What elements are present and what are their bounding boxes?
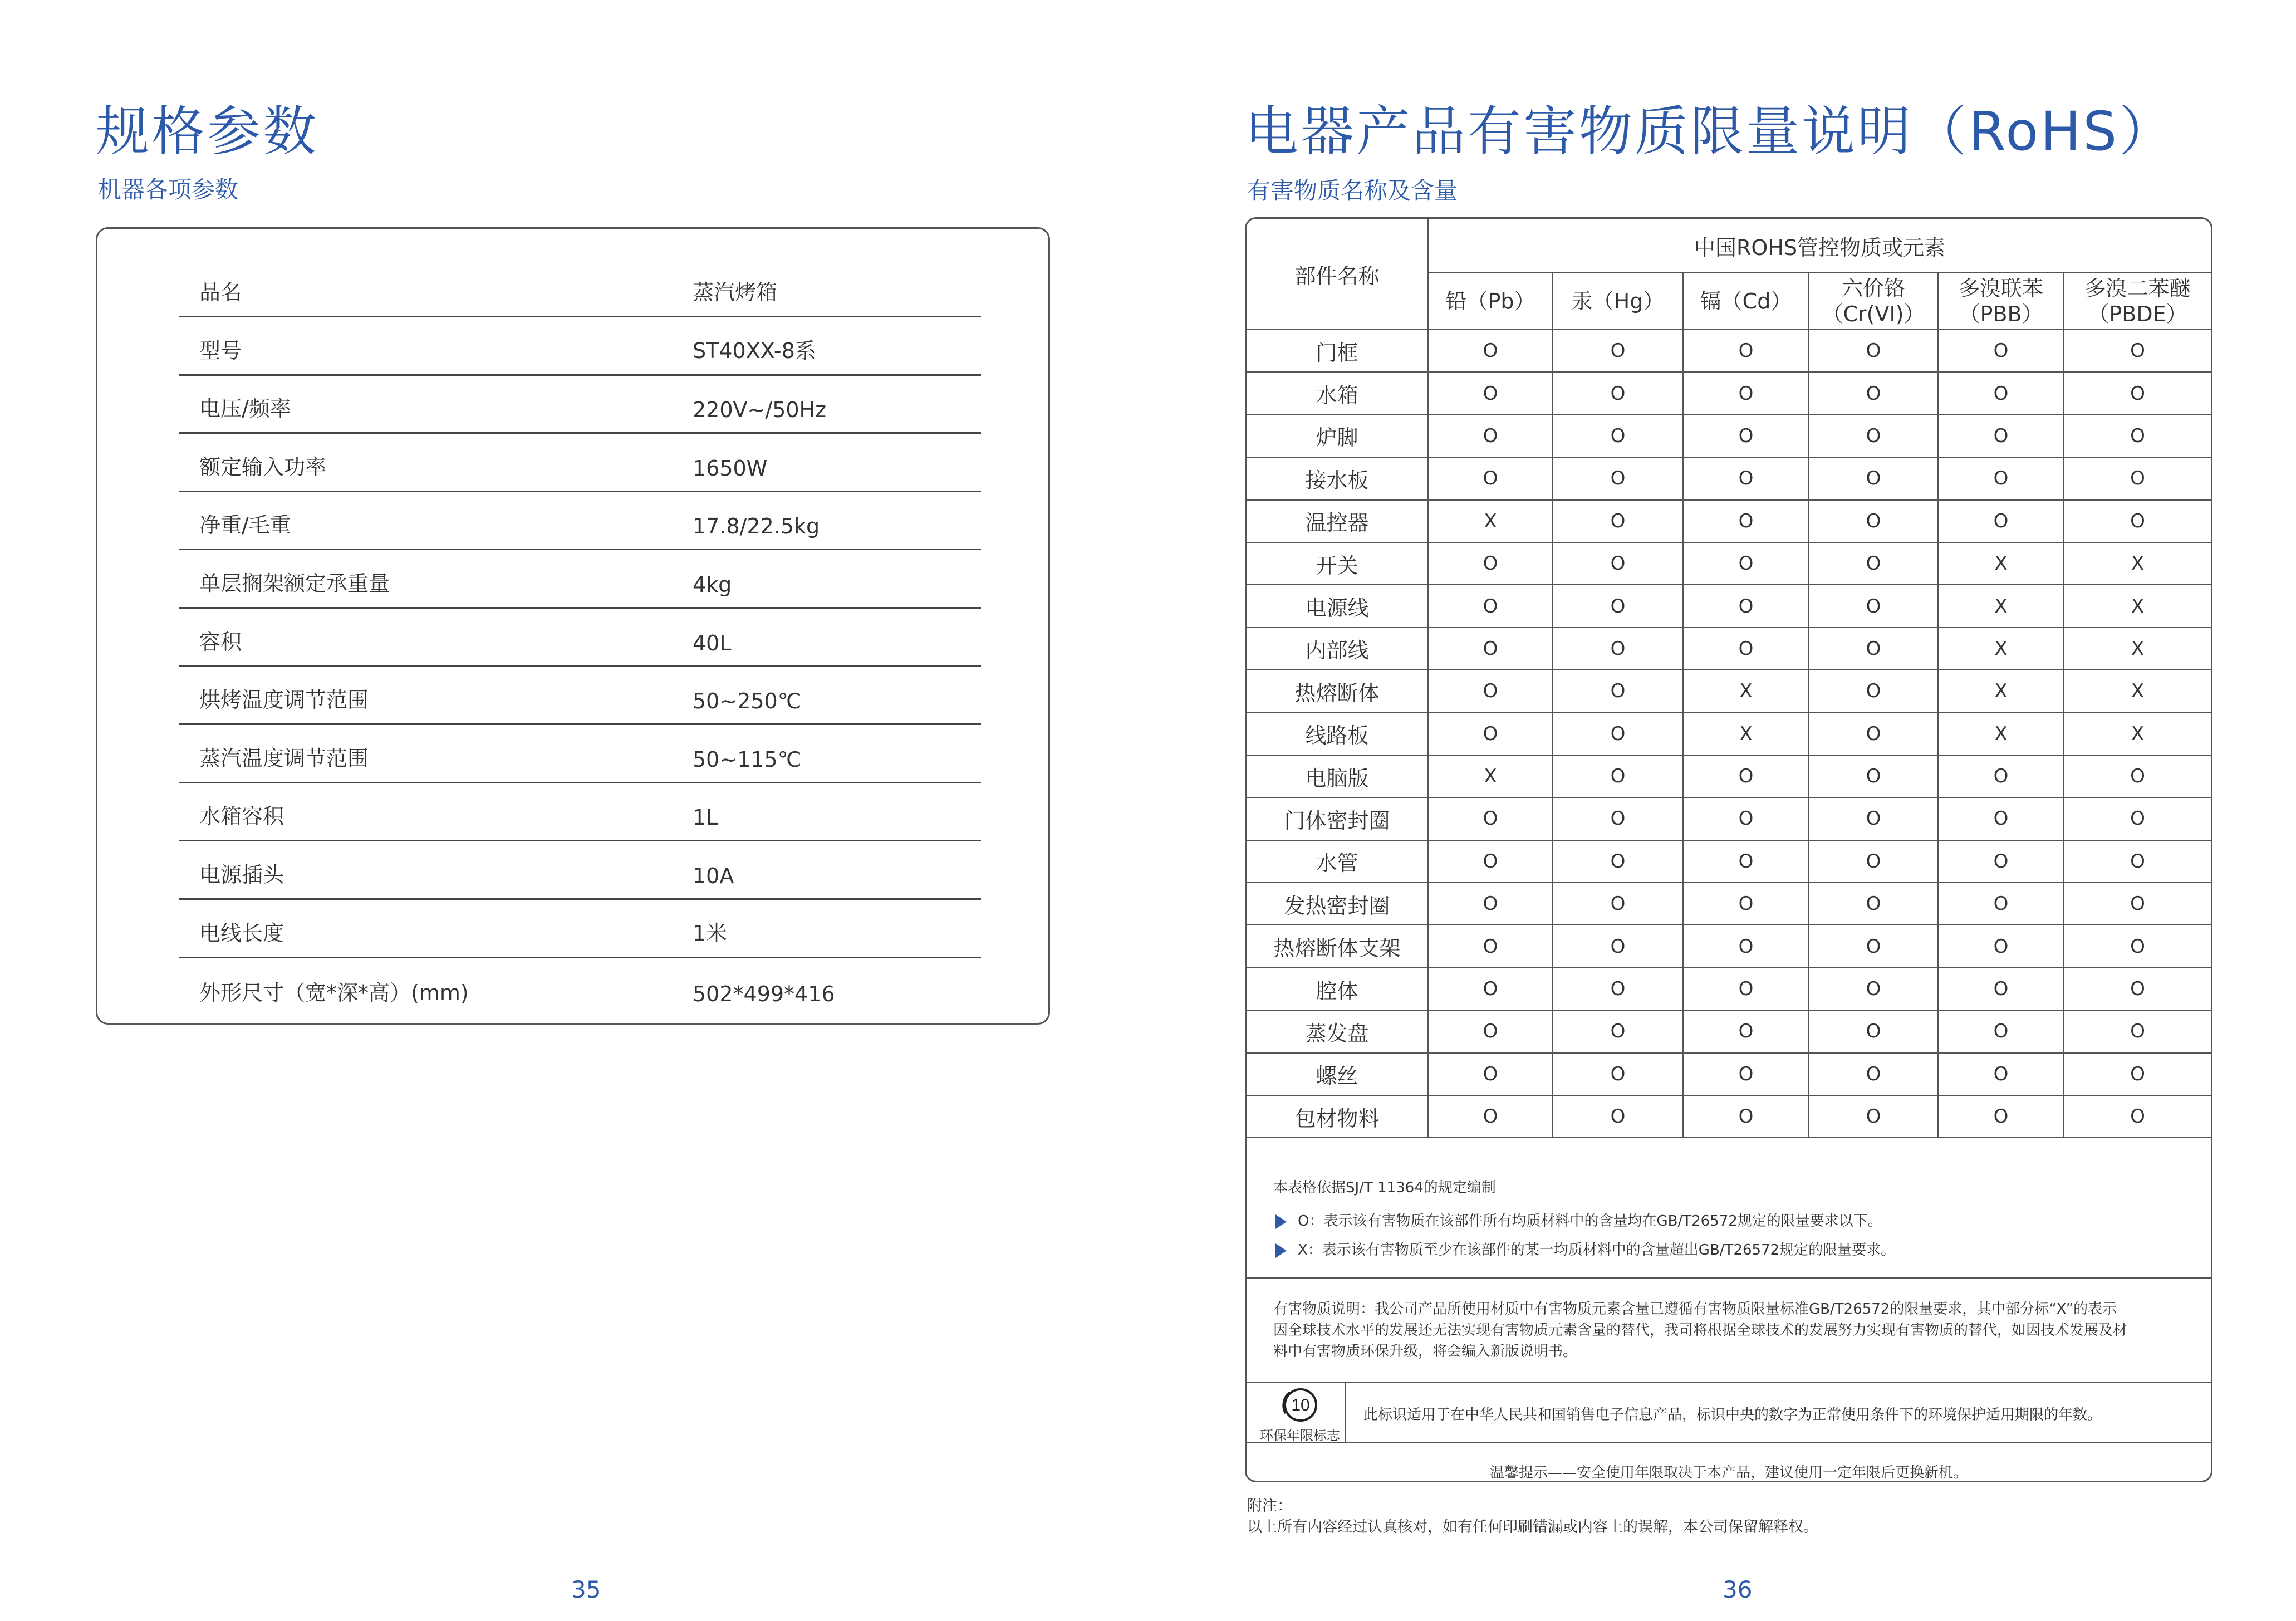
spec-row [179, 900, 981, 958]
substance-cell: O [1683, 1053, 1809, 1095]
substance-cell: O [2064, 840, 2211, 883]
substance-cell: O [1809, 330, 1938, 372]
spec-key: 型号 [199, 338, 242, 363]
column-header: 汞（Hg） [1553, 273, 1683, 330]
substance-cell: O [1683, 330, 1809, 372]
substance-cell: O [1553, 330, 1683, 372]
substance-cell: O [2064, 1053, 2211, 1095]
substance-cell: O [1428, 585, 1553, 627]
spec-value: 50~250℃ [693, 689, 802, 714]
substance-cell: O [1428, 670, 1553, 712]
table-row [1247, 457, 2211, 499]
spec-key: 单层搁架额定承重量 [199, 571, 390, 596]
substance-cell: O [1938, 1095, 2064, 1138]
page-number-right: 36 [1723, 1576, 1753, 1603]
table-row [1247, 755, 2211, 797]
table-row [1247, 1010, 2211, 1052]
substance-cell: X [1938, 670, 2064, 712]
substance-cell: X [2064, 585, 2211, 627]
substance-cell: O [2064, 755, 2211, 797]
part-name-cell: 包材物料 [1247, 1095, 1428, 1138]
substance-cell: O [1683, 372, 1809, 414]
substance-cell: O [2064, 1010, 2211, 1052]
svg-text:10: 10 [1291, 1396, 1310, 1414]
substance-cell: O [1683, 840, 1809, 883]
substance-cell: O [1428, 968, 1553, 1010]
table-row [1247, 542, 2211, 585]
spec-row [179, 609, 981, 667]
substance-cell: O [1809, 372, 1938, 414]
substance-cell: O [1938, 925, 2064, 967]
table-row [1247, 670, 2211, 712]
part-name-cell: 线路板 [1247, 713, 1428, 755]
substance-cell: X [1938, 585, 2064, 627]
spec-row [179, 259, 981, 317]
table-row [1247, 330, 2211, 372]
column-header: 多溴二苯醚 （PBDE） [2064, 273, 2211, 330]
eco-period-icon [1281, 1385, 1320, 1424]
part-name-cell: 螺丝 [1247, 1053, 1428, 1095]
spec-key: 品名 [199, 280, 242, 305]
substance-cell: X [2064, 542, 2211, 585]
spec-value: 502*499*416 [693, 982, 835, 1007]
substance-cell: O [1553, 713, 1683, 755]
part-name-cell: 水管 [1247, 840, 1428, 883]
substance-cell: O [1938, 840, 2064, 883]
part-name-cell: 热熔断体 [1247, 670, 1428, 712]
spec-value: 1L [693, 805, 718, 830]
substance-cell: O [1553, 1053, 1683, 1095]
substance-cell: X [1938, 713, 2064, 755]
substance-cell: O [1553, 542, 1683, 585]
table-row [1247, 372, 2211, 414]
substance-cell: O [1428, 1053, 1553, 1095]
substance-cell: O [2064, 797, 2211, 840]
badge-text: 此标识适用于在中华人民共和国销售电子信息产品，标识中央的数字为正常使用条件下的环境保护适用期限的年数。 [1363, 1407, 2102, 1423]
substance-cell: O [1428, 457, 1553, 499]
substance-cell: O [1428, 628, 1553, 670]
substance-cell: O [1553, 585, 1683, 627]
substance-cell: O [1553, 1095, 1683, 1138]
header-part-name: 部件名称 [1247, 219, 1428, 330]
part-name-cell: 内部线 [1247, 628, 1428, 670]
spec-key: 外形尺寸（宽*深*高）(mm) [199, 981, 469, 1006]
spec-row [179, 842, 981, 900]
substance-cell: O [1428, 925, 1553, 967]
substance-cell: O [1809, 713, 1938, 755]
spec-value: 50~115℃ [693, 747, 802, 772]
part-name-cell: 腔体 [1247, 968, 1428, 1010]
triangle-bullet-icon [1275, 1214, 1287, 1229]
rohs-table [1247, 219, 2211, 1138]
spec-key: 蒸汽温度调节范围 [199, 746, 369, 771]
substance-cell: O [1683, 925, 1809, 967]
part-name-cell: 热熔断体支架 [1247, 925, 1428, 967]
substance-cell: O [1938, 457, 2064, 499]
substance-cell: O [1809, 585, 1938, 627]
substance-cell: O [1683, 628, 1809, 670]
substance-cell: O [1683, 797, 1809, 840]
substance-cell: X [1428, 755, 1553, 797]
spec-key: 净重/毛重 [199, 513, 291, 538]
spec-value: 220V~/50Hz [693, 398, 827, 423]
table-row [1247, 1053, 2211, 1095]
footnote: 附注： 以上所有内容经过认真核对，如有任何印刷错漏或内容上的误解，本公司保留解释权。 [1247, 1497, 1818, 1536]
substance-cell: X [2064, 670, 2211, 712]
substance-cell: O [1938, 500, 2064, 542]
substance-cell: O [1553, 372, 1683, 414]
substance-cell: O [1683, 500, 1809, 542]
substance-cell: O [1809, 457, 1938, 499]
substance-cell: O [1809, 968, 1938, 1010]
substance-cell: X [1428, 500, 1553, 542]
substance-cell: O [1809, 1095, 1938, 1138]
substance-cell: X [1683, 713, 1809, 755]
substance-cell: O [1683, 542, 1809, 585]
substance-cell: O [1553, 1010, 1683, 1052]
table-row [1247, 925, 2211, 967]
spec-value: 蒸汽烤箱 [693, 280, 778, 305]
substance-cell: O [1553, 415, 1683, 457]
substance-cell: X [1938, 542, 2064, 585]
substance-cell: O [1428, 1010, 1553, 1052]
spec-key: 电线长度 [199, 920, 284, 946]
spec-value: 4kg [693, 572, 732, 597]
table-row [1247, 585, 2211, 627]
substance-cell: O [2064, 372, 2211, 414]
substance-cell: O [1683, 755, 1809, 797]
note-x-line: X：表示该有害物质至少在该部件的某一均质材料中的含量超出GB/T26572规定的限量要求。 [1275, 1238, 1895, 1259]
substance-cell: O [1809, 797, 1938, 840]
substance-cell: O [1553, 500, 1683, 542]
substance-cell: O [1428, 797, 1553, 840]
substance-cell: O [2064, 500, 2211, 542]
spec-row [179, 667, 981, 725]
substance-cell: O [1683, 1010, 1809, 1052]
part-name-cell: 门框 [1247, 330, 1428, 372]
substance-cell: O [1809, 542, 1938, 585]
substance-cell: O [1809, 415, 1938, 457]
note-o-line: O：表示该有害物质在该部件所有均质材料中的含量均在GB/T26572规定的限量要求以下。 [1275, 1209, 1882, 1230]
section-subtitle-rohs: 有害物质名称及含量 [1247, 177, 1458, 204]
spec-value: 1650W [693, 456, 768, 481]
substance-cell: O [1683, 883, 1809, 925]
table-row [1247, 968, 2211, 1010]
column-header: 镉（Cd） [1683, 273, 1809, 330]
table-row [1247, 415, 2211, 457]
part-name-cell: 水箱 [1247, 372, 1428, 414]
substance-cell: O [1428, 883, 1553, 925]
substance-cell: O [1938, 1010, 2064, 1052]
substance-cell: O [1683, 585, 1809, 627]
spec-row [179, 434, 981, 492]
safety-tip: 温馨提示——安全使用年限取决于本产品，建议使用一定年限后更换新机。 [1489, 1465, 1968, 1481]
substance-cell: O [2064, 968, 2211, 1010]
part-name-cell: 接水板 [1247, 457, 1428, 499]
substance-cell: O [1938, 755, 2064, 797]
spec-value: 10A [693, 864, 734, 888]
page-title-specs: 规格参数 [96, 100, 318, 163]
spec-value: 40L [693, 630, 732, 655]
spec-row [179, 318, 981, 376]
spec-row [179, 376, 981, 434]
table-row [1247, 797, 2211, 840]
substance-cell: O [1553, 457, 1683, 499]
substance-cell: X [2064, 628, 2211, 670]
spec-value: 17.8/22.5kg [693, 514, 820, 539]
substance-cell: O [1428, 840, 1553, 883]
eco-badge [1247, 1382, 1346, 1442]
spec-key: 电源插头 [199, 863, 284, 887]
substance-cell: O [1553, 628, 1683, 670]
substance-cell: O [1809, 755, 1938, 797]
part-name-cell: 开关 [1247, 542, 1428, 585]
spec-value: ST40XX-8系 [693, 338, 816, 363]
spec-key: 容积 [199, 629, 242, 654]
substance-cell: O [1938, 372, 2064, 414]
substance-cell: X [1938, 628, 2064, 670]
substance-cell: O [1683, 968, 1809, 1010]
substance-cell: O [2064, 925, 2211, 967]
substance-cell: O [1938, 415, 2064, 457]
substance-cell: O [1553, 670, 1683, 712]
part-name-cell: 电脑版 [1247, 755, 1428, 797]
substance-cell: O [1938, 883, 2064, 925]
spec-value: 1米 [693, 920, 728, 946]
substance-cell: O [2064, 1095, 2211, 1138]
page-title-rohs: 电器产品有害物质限量说明（RoHS） [1245, 100, 2175, 163]
part-name-cell: 电源线 [1247, 585, 1428, 627]
table-row [1247, 628, 2211, 670]
header-group: 中国ROHS管控物质或元素 [1428, 219, 2211, 273]
column-header: 六价铬 （Cr(VI)） [1809, 273, 1938, 330]
part-name-cell: 蒸发盘 [1247, 1010, 1428, 1052]
table-row [1247, 500, 2211, 542]
substance-cell: O [1809, 628, 1938, 670]
spec-key: 水箱容积 [199, 804, 284, 829]
substance-cell: O [1809, 500, 1938, 542]
substance-cell: O [1683, 1095, 1809, 1138]
substance-cell: O [1683, 415, 1809, 457]
substance-cell: O [1683, 457, 1809, 499]
spec-row [179, 726, 981, 783]
substance-cell: X [2064, 713, 2211, 755]
section-subtitle-specs: 机器各项参数 [98, 176, 239, 203]
substance-cell: O [1553, 883, 1683, 925]
substance-cell: O [1809, 883, 1938, 925]
column-header: 铅（Pb） [1428, 273, 1553, 330]
substance-cell: O [1428, 1095, 1553, 1138]
substance-cell: O [1553, 840, 1683, 883]
substance-cell: O [1809, 1010, 1938, 1052]
substance-cell: O [1553, 925, 1683, 967]
substance-cell: O [1938, 330, 2064, 372]
page-number-left: 35 [571, 1576, 601, 1603]
substance-cell: O [1428, 330, 1553, 372]
spec-key: 电压/频率 [199, 396, 291, 422]
table-row [1247, 840, 2211, 883]
substance-cell: O [1553, 755, 1683, 797]
substance-cell: O [1809, 670, 1938, 712]
substance-cell: O [1428, 713, 1553, 755]
part-name-cell: 门体密封圈 [1247, 797, 1428, 840]
triangle-bullet-icon [1275, 1243, 1287, 1258]
substance-cell: X [1683, 670, 1809, 712]
substance-cell: O [2064, 330, 2211, 372]
table-row [1247, 883, 2211, 925]
substance-cell: O [1938, 1053, 2064, 1095]
substance-cell: O [1428, 542, 1553, 585]
spec-row [179, 551, 981, 609]
column-header: 多溴联苯 （PBB） [1938, 273, 2064, 330]
rohs-panel [1245, 217, 2212, 1482]
substance-cell: O [2064, 883, 2211, 925]
spec-row [179, 783, 981, 841]
part-name-cell: 温控器 [1247, 500, 1428, 542]
substance-cell: O [1428, 415, 1553, 457]
part-name-cell: 炉脚 [1247, 415, 1428, 457]
substance-cell: O [1809, 925, 1938, 967]
part-name-cell: 发热密封圈 [1247, 883, 1428, 925]
substance-cell: O [1938, 968, 2064, 1010]
spec-row [179, 958, 981, 1016]
substance-cell: O [2064, 415, 2211, 457]
spec-row [179, 492, 981, 550]
spec-key: 烘烤温度调节范围 [199, 688, 369, 713]
substance-cell: O [1553, 797, 1683, 840]
substance-cell: O [1809, 1053, 1938, 1095]
substance-cell: O [1938, 797, 2064, 840]
substance-cell: O [2064, 457, 2211, 499]
table-row [1247, 1095, 2211, 1138]
note-description: 有害物质说明：我公司产品所使用材质中有害物质元素含量已遵循有害物质限量标准GB/T26572的限量要求，其中部分标“X”的表示 因全球技术水平的发展还无法实现有害物质元素含量的替代，我司将根据全球技术的发展努力实现有害物质的替代，如因技术发展及材 料中有害物质环保升级，将会编入新版说明书。 [1273, 1301, 2128, 1360]
substance-cell: O [1553, 968, 1683, 1010]
substance-cell: O [1809, 840, 1938, 883]
note-basis: 本表格依据SJ/T 11364的规定编制 [1273, 1179, 1496, 1196]
spec-key: 额定输入功率 [199, 454, 327, 479]
table-row [1247, 713, 2211, 755]
badge-label: 环保年限标志 [1260, 1428, 1340, 1443]
substance-cell: O [1428, 372, 1553, 414]
